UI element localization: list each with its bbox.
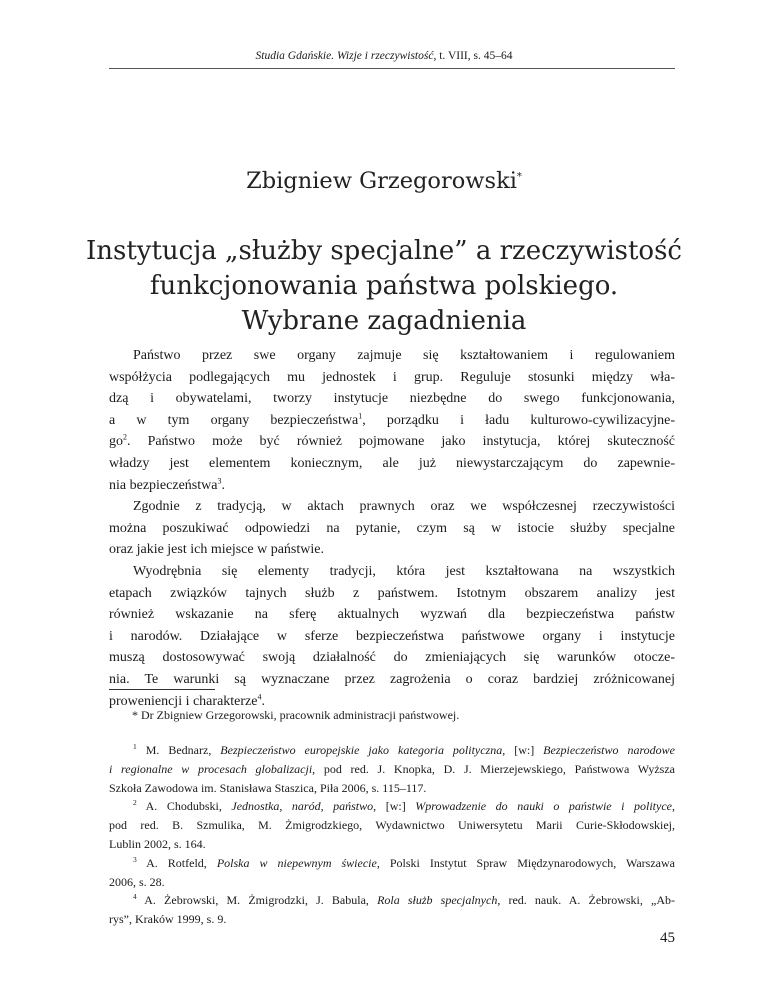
- cited-title: Wprowadzenie do nauki o państwie i polityce: [415, 799, 672, 814]
- cited-title: Bezpieczeństwo europejskie jako kategoria polityczna: [220, 743, 503, 757]
- journal-title: Studia Gdańskie. Wizje i rzeczywistość: [255, 50, 434, 62]
- footnote-ref-2: 2: [123, 432, 127, 442]
- text-run: A. Żebrowski, M. Żmigrodzki, J. Babula,: [144, 893, 378, 908]
- footnote-author: * Dr Zbigniew Grzegorowski, pracownik administracji państwowej.: [132, 708, 460, 722]
- article-body: [109, 345, 675, 712]
- text-run: ,: [672, 799, 675, 814]
- body-line: [109, 431, 675, 453]
- body-line: Państwo przez swe organy zajmuje się kształtowaniem i regulowaniem: [133, 348, 675, 363]
- running-header: [0, 50, 768, 62]
- text-run: , red. nauk. A. Żebrowski, „Ab-: [497, 893, 675, 908]
- text-run: go: [109, 434, 123, 450]
- body-line: [109, 410, 675, 432]
- body-line: muszą dostosowywać swoją działalność do zmieniających się warunków otocze-: [109, 650, 675, 666]
- footnote-line: 2006, s. 28.: [109, 874, 165, 889]
- journal-details: , t. VIII, s. 45–64: [433, 50, 513, 62]
- text-run: A. Rotfeld,: [146, 855, 217, 870]
- text-run: M. Bednarz,: [145, 743, 221, 757]
- header-rule: [109, 68, 675, 69]
- title-line: Instytucja „służby specjalne” a rzeczywistość: [85, 236, 682, 266]
- text-run: A. Chodubski,: [145, 799, 232, 814]
- article-title: [60, 234, 708, 339]
- footnote-line: rys”, Kraków 1999, s. 9.: [109, 912, 227, 927]
- body-line: [109, 475, 675, 497]
- footnote-number: 2: [133, 798, 137, 808]
- body-line: również wskazanie na sferę aktualnych wyzwań dla bezpieczeństwa państw: [109, 607, 675, 623]
- footnote-rule: [109, 689, 215, 690]
- text-run: proweniencji i charakterze: [109, 693, 258, 709]
- page-number: 45: [660, 930, 675, 946]
- text-run: .: [221, 477, 225, 493]
- body-line: Wyodrębnia się elementy tradycji, która jest kształtowana na wszystkich: [133, 563, 675, 579]
- cited-title: Polska w niepewnym świecie: [216, 855, 377, 870]
- body-line: i narodów. Działające w sferze bezpieczeństwa państwowe organy i instytucje: [109, 628, 675, 644]
- cited-title: i regionalne w procesach globalizacji: [109, 761, 313, 776]
- text-run: , porządku i ładu kulturowo-cywilizacyjne-: [362, 412, 676, 428]
- footnote-line: [109, 760, 675, 779]
- body-line: władzy jest elementem koniecznym, ale już niewystarczającym do zapewnie-: [109, 455, 675, 471]
- body-line: Zgodnie z tradycją, w aktach prawnych oraz we współczesnej rzeczywistości: [133, 499, 675, 515]
- footnote-line: Lublin 2002, s. 164.: [109, 836, 206, 851]
- title-line: funkcjonowania państwa polskiego.: [149, 271, 619, 301]
- cited-title: Rola służb specjalnych: [377, 893, 498, 908]
- footnote-line: pod red. B. Szmulika, M. Żmigrodzkiego, Wydawnictwo Uniwersytetu Marii Curie-Skłodowskiej,: [109, 818, 675, 833]
- text-run: a w tym organy bezpieczeństwa: [109, 412, 359, 428]
- footnote-line: [109, 891, 675, 910]
- body-line: współżycia podlegających mu jednostek i grup. Reguluje stosunki między wła-: [109, 369, 675, 385]
- footnote-line: Szkoła Zawodowa im. Stanisława Staszica, Piła 2006, s. 115–117.: [109, 780, 427, 795]
- footnote-number: 4: [133, 892, 137, 902]
- footnote-line: [109, 854, 675, 873]
- text-run: , Polski Instytut Spraw Międzynarodowych, Warszawa: [376, 855, 675, 870]
- footnote-line: [109, 741, 675, 760]
- text-run: , [w:]: [502, 743, 544, 757]
- body-line: nia. Te warunki są wyznaczane przez zagrożenia o coraz bardziej zróżnicowanej: [109, 671, 675, 687]
- footnote-ref-4: 4: [257, 691, 262, 701]
- cited-title: Jednostka, naród, państwo: [231, 799, 374, 814]
- author-footnote-mark: *: [516, 171, 522, 183]
- body-line: etapach związków tajnych służb z państwem. Istotnym obszarem analizy jest: [109, 585, 675, 601]
- text-run: , pod red. J. Knopka, D. J. Mierzejewskiego, Państwowa Wyższa: [312, 761, 676, 776]
- body-line: oraz jakie jest ich miejsce w państwie.: [109, 542, 324, 558]
- body-line: można poszukiwać odpowiedzi na pytanie, czym są w istocie służby specjalne: [109, 520, 675, 536]
- text-run: . Państwo może być również pojmowane jako instytucja, której skuteczność: [127, 434, 675, 450]
- text-run: .: [261, 693, 265, 709]
- footnote-ref-3: 3: [217, 475, 222, 485]
- footnote-ref-1: 1: [358, 411, 363, 421]
- author-name-text: Zbigniew Grzegorowski: [246, 168, 517, 194]
- title-line: Wybrane zagadnienia: [241, 306, 527, 336]
- footnote-line: [109, 797, 675, 816]
- text-run: , [w:]: [373, 799, 416, 814]
- footnote-number: 3: [133, 854, 137, 864]
- author-name: [0, 168, 768, 194]
- body-line: dzą i obywatelami, tworzy instytucje niezbędne do swego funkcjonowania,: [109, 391, 675, 407]
- cited-title: Bezpieczeństwo narodowe: [543, 743, 675, 757]
- text-run: nia bezpieczeństwa: [109, 477, 218, 493]
- footnote-number: 1: [133, 742, 137, 751]
- footnotes: [109, 741, 675, 929]
